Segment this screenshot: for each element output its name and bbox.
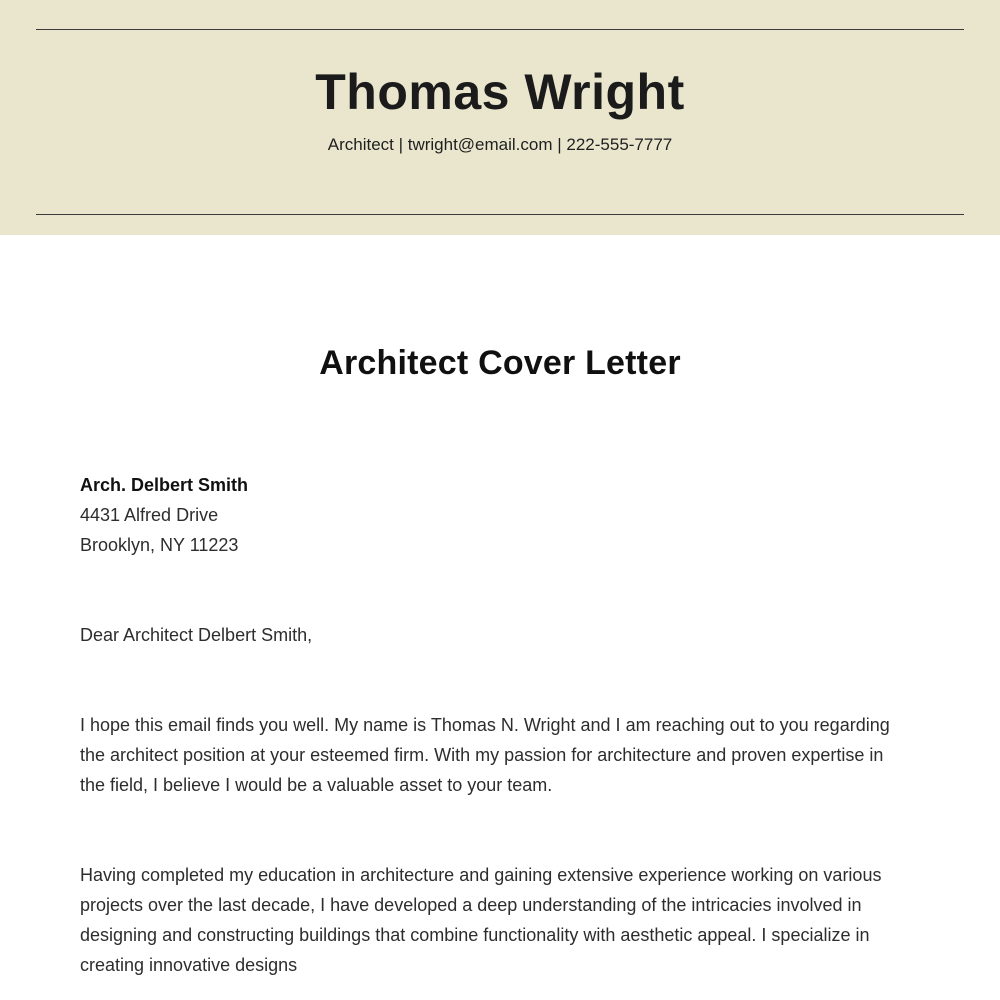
- letter-paragraph-1: I hope this email finds you well. My name is Thomas N. Wright and I am reaching out to you regarding the architect position at your esteemed firm. With my passion for architecture and proven expertise in the field, I believe I would be a valuable asset to your team.: [80, 714, 890, 795]
- letter-body: [0, 343, 1000, 980]
- recipient-address-line1: 4431 Alfred Drive: [80, 504, 219, 525]
- salutation: Dear Architect Delbert Smith,: [80, 624, 313, 645]
- document-title: Architect Cover Letter: [319, 344, 681, 382]
- letterhead-name: Thomas Wright: [315, 64, 685, 120]
- recipient-name: Arch. Delbert Smith: [80, 474, 249, 495]
- recipient-address-line2: Brooklyn, NY 11223: [80, 534, 239, 555]
- letterhead-bottom-rule: [36, 214, 964, 215]
- letter-paragraph-2: Having completed my education in architecture and gaining extensive experience working on various projects over the last decade, I have developed a deep understanding of the intricacies involved in designing and constructing buildings that combine functionality with aesthetic appeal. I specialize in creating innovative designs: [80, 864, 882, 975]
- letterhead: [0, 0, 1000, 235]
- letterhead-top-rule: [36, 29, 964, 30]
- recipient-block: [80, 470, 920, 560]
- letterhead-contact-line: Architect | twright@email.com | 222-555-7777: [327, 134, 673, 154]
